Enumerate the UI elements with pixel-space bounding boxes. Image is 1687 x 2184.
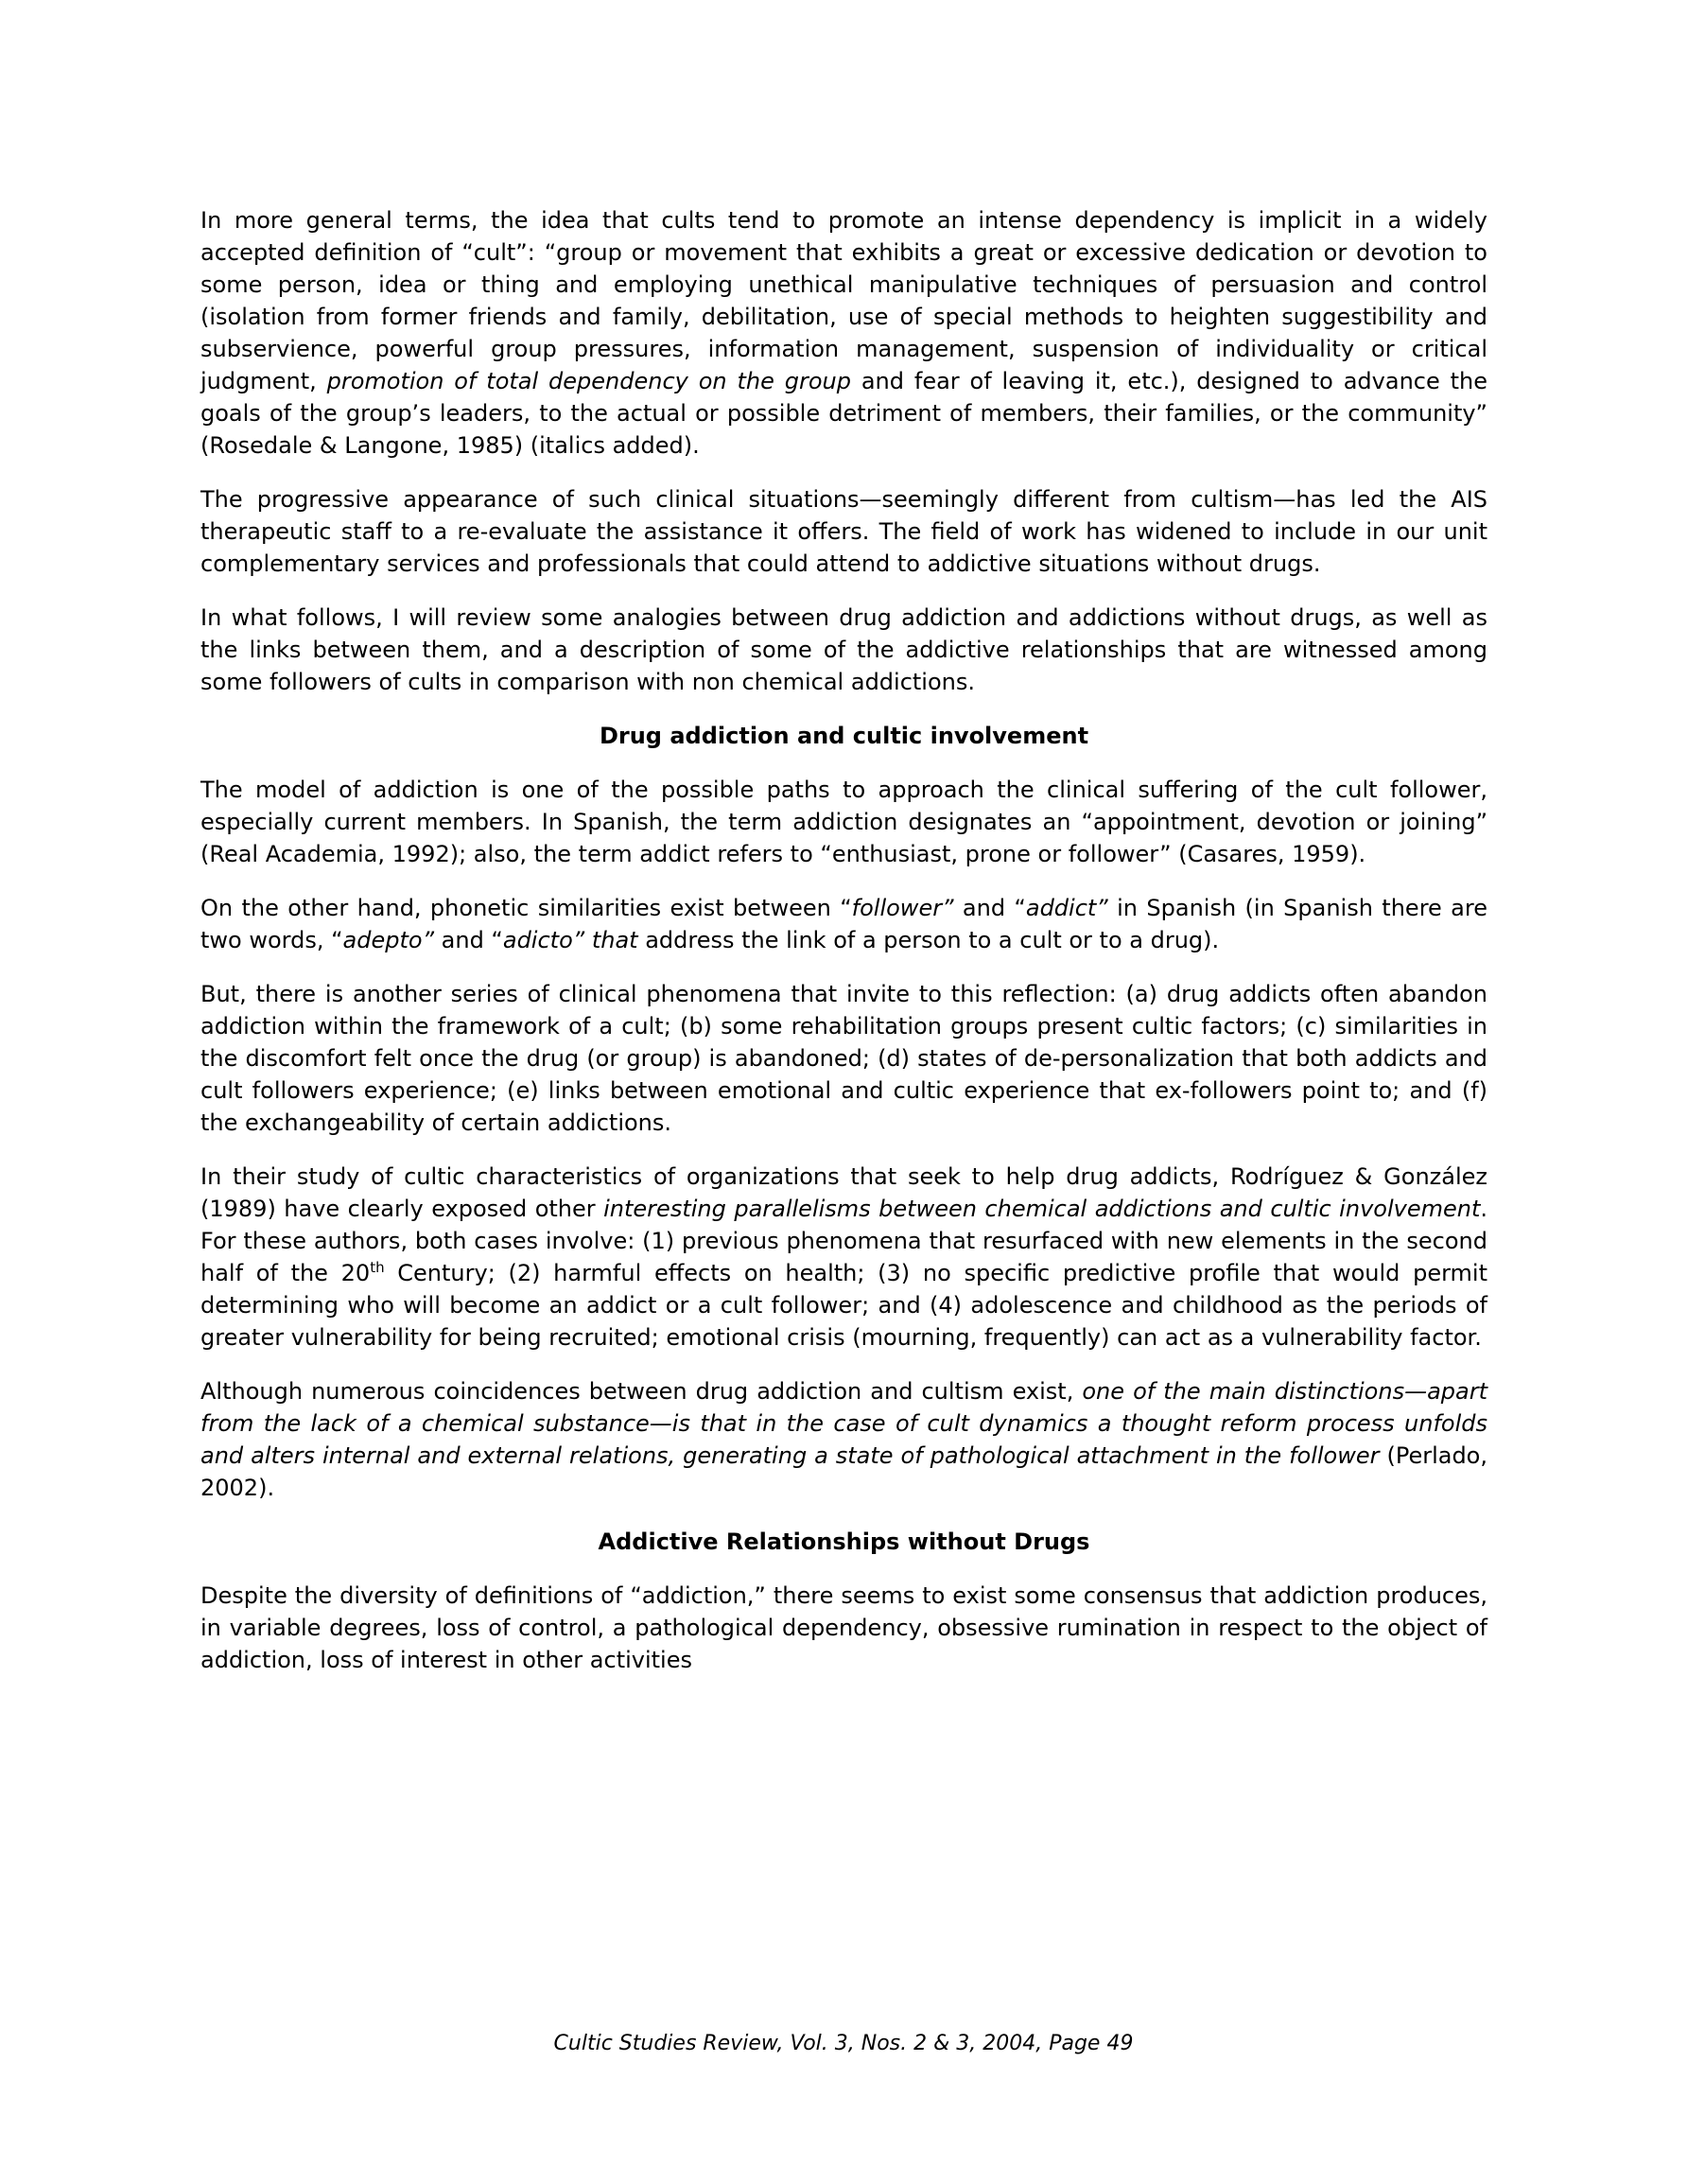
text-run-italic: addict” <box>1025 895 1108 921</box>
text-run: In their study of cultic characteristics of organizations that seek to help drug addicts, Rodríguez & González (1989) have clearly exposed other <box>200 1163 1487 1222</box>
text-run: Although numerous coincidences between drug addiction and cultism exist, <box>200 1378 1083 1405</box>
superscript-ordinal: th <box>370 1259 385 1276</box>
text-run: and fear of leaving it, etc.), designed to advance the goals of the group’s leaders, to the actual or possible detriment of members, their families, or the community” (Rosedale & Langone, 1985) (italics added). <box>200 368 1488 459</box>
text-run: The progressive appearance of such clinical situations—seemingly different from cultism—has led the AIS therapeutic staff to a re-evaluate the assistance it offers. The field of work has widened to include in our unit complementary services and professionals that could attend to addictive situations without drugs. <box>200 486 1487 577</box>
text-run-italic: interesting parallelisms between chemical addictions and cultic involvement <box>603 1196 1481 1222</box>
text-run-italic: adepto” <box>342 927 435 953</box>
text-run-italic: promotion of total dependency on the group <box>326 368 851 394</box>
text-run-italic: follower” <box>851 895 954 921</box>
text-run: (Perlado, 2002). <box>200 1442 1487 1501</box>
page-footer: Cultic Studies Review, Vol. 3, Nos. 2 & 3, 2004, Page 49 <box>553 2032 1134 2055</box>
section-heading-drug-addiction: Drug addiction and cultic involvement <box>599 723 1089 749</box>
paragraph-clinical-phenomena-list <box>200 978 1487 1139</box>
text-run: and “ <box>434 927 503 953</box>
text-run: But, there is another series of clinical phenomena that invite to this reflection: (a) drug addicts often abandon addiction within the framework of a cult; (b) some rehabilitation groups present cultic factors; (c) similarities in the discomfort felt once the drug (or group) is abandoned; (d) states of de-personalization that both addicts and cult followers experience; (e) links between emotional and cultic experience that ex-followers point to; and (f) the exchangeability of certain addictions. <box>200 981 1487 1136</box>
paragraph-rodriguez-gonzalez-study <box>200 1161 1487 1354</box>
text-run-italic: adicto” that <box>502 927 638 953</box>
text-run: Despite the diversity of definitions of “addiction,” there seems to exist some consensus that addiction produces, in variable degrees, loss of control, a pathological dependency, obsessive rumination in respect to the object of addiction, loss of interest in other activities <box>200 1582 1487 1673</box>
text-run: In what follows, I will review some analogies between drug addiction and addictions without drugs, as well as the links between them, and a description of some of the addictive relationships that are witnessed among some followers of cults in comparison with non chemical addictions. <box>200 604 1487 695</box>
paragraph-model-of-addiction <box>200 774 1487 870</box>
text-run-italic: one of the main distinctions—apart from the lack of a chemical substance—is that in the case of cult dynamics a thought reform process unfolds and alters internal and external relations, generating a state of pathological attachment in the follower <box>200 1378 1488 1469</box>
text-run: In more general terms, the idea that cults tend to promote an intense dependency is implicit in a widely accepted definition of “cult”: “group or movement that exhibits a great or excessive dedication or devotion to some person, idea or thing and employing unethical manipulative techniques of persuasion and control (isolation from former friends and family, debilitation, use of special methods to heighten suggestibility and subservience, powerful group pressures, information management, suspension of individuality or critical judgment, <box>200 207 1487 394</box>
paragraph-phonetic-similarities <box>200 892 1487 956</box>
text-run: in Spanish (in Spanish there are two words, “ <box>200 895 1487 953</box>
text-run: The model of addiction is one of the possible paths to approach the clinical suffering of the cult follower, especially current members. In Spanish, the term addiction designates an “appointment, devotion or joining” (Real Academia, 1992); also, the term addict refers to “enthusiast, prone or follower” (Casares, 1959). <box>200 777 1487 867</box>
document-body <box>200 204 1487 1698</box>
text-run: Century; (2) harmful effects on health; (3) no specific predictive profile that would permit determining who will become an addict or a cult follower; and (4) adolescence and childhood as the periods of greater vulnerability for being recruited; emotional crisis (mourning, frequently) can act as a vulnerability factor. <box>200 1260 1487 1351</box>
paragraph-progressive-appearance <box>200 483 1487 580</box>
text-run: address the link of a person to a cult or to a drug). <box>637 927 1220 953</box>
text-run: . For these authors, both cases involve: (1) previous phenomena that resurfaced with new elements in the second half of the 20 <box>200 1196 1487 1286</box>
paragraph-main-distinctions <box>200 1375 1487 1504</box>
section-heading-addictive-relationships: Addictive Relationships without Drugs <box>598 1529 1090 1555</box>
paragraph-in-what-follows <box>200 602 1487 698</box>
text-run: On the other hand, phonetic similarities exist between “ <box>200 895 852 921</box>
paragraph-cult-definition <box>200 204 1487 462</box>
paragraph-diversity-of-definitions <box>200 1580 1487 1676</box>
text-run: and “ <box>953 895 1026 921</box>
